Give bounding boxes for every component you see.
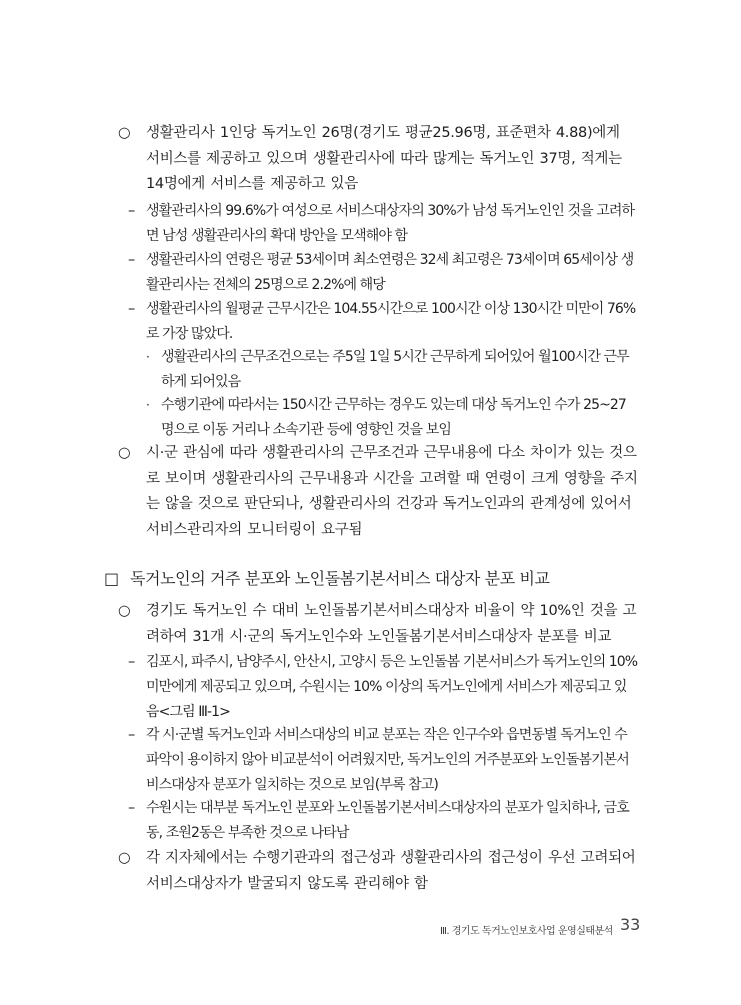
- paragraph-text: 수행기관에 따라서는 150시간 근무하는 경우도 있는데 대상 독거노인 수가 25~27명으로 이동 거리나 소속기관 등에 영향인 것을 보임: [161, 397, 626, 438]
- circle-bullet-icon: ○: [118, 603, 131, 619]
- dot-bullet-icon: ·: [146, 398, 150, 412]
- dot-bullet-icon: ·: [146, 350, 150, 364]
- dash-bullet-icon: –: [128, 727, 136, 743]
- dash-bullet-icon: –: [128, 301, 136, 317]
- paragraph-text: 생활관리사의 99.6%가 여성으로 서비스대상자의 30%가 남성 독거노인인 것을 고려하면 남성 생활관리사의 확대 방안을 모색해야 함: [146, 203, 635, 244]
- paragraph-text: 생활관리사 1인당 독거노인 26명(경기도 평균25.96명, 표준편차 4.88)에게 서비스를 제공하고 있으며 생활관리사에 따라 많게는 독거노인 37명, 적게는 14명에게 서비스를 제공하고 있음: [146, 125, 622, 192]
- footer-chapter-title: Ⅲ. 경기도 독거노인보호사업 운영실태분석: [440, 926, 613, 937]
- circle-bullet-icon: ○: [118, 850, 131, 866]
- dash-bullet-icon: –: [128, 252, 136, 268]
- dash-bullet-icon: –: [128, 654, 136, 670]
- paragraph-text: 김포시, 파주시, 남양주시, 안산시, 고양시 등은 노인돌봄 기본서비스가 독거노인의 10% 미만에게 제공되고 있으며, 수원시는 10% 이상의 독거노인에게 서비스가 제공되고 있음<그림 Ⅲ-1>: [146, 654, 638, 720]
- paragraph-text: 경기도 독거노인 수 대비 노인돌봄기본서비스대상자 비율이 약 10%인 것을 고려하여 31개 시·군의 독거노인수와 노인돌봄기본서비스대상자 분포를 비교: [146, 603, 637, 645]
- page-number: 33: [620, 915, 641, 934]
- circle-bullet-icon: ○: [118, 445, 131, 461]
- paragraph-text: 수원시는 대부분 독거노인 분포와 노인돌봄기본서비스대상자의 분포가 일치하나, 금호동, 조원2동은 부족한 것으로 나타남: [146, 800, 629, 841]
- paragraph-text: 시·군 관심에 따라 생활관리사의 근무조건과 근무내용에 다소 차이가 있는 것으로 보이며 생활관리사의 근무내용과 시간을 고려할 때 연령이 크게 영향을 주지는 않을 것으로 판단되나, 생활관리사의 건강과 독거노인과의 관계성에 있어서 서비스관리자의 모니터링이 요구됨: [146, 445, 638, 538]
- paragraph-text: 생활관리사의 연령은 평균 53세이며 최소연령은 32세 최고령은 73세이며 65세이상 생활관리사는 전체의 25명으로 2.2%에 해당: [146, 252, 634, 293]
- dash-bullet-icon: –: [128, 800, 136, 816]
- paragraph-text: 각 시·군별 독거노인과 서비스대상의 비교 분포는 작은 인구수와 읍면동별 독거노인 수 파악이 용이하지 않아 비교분석이 어려웠지만, 독거노인의 거주분포와 노인돌봄기본서비스대상자 분포가 일치하는 것으로 보임(부록 참고): [146, 727, 629, 793]
- section-heading-text: 독거노인의 거주 분포와 노인돌봄기본서비스 대상자 분포 비교: [130, 569, 550, 588]
- paragraph-text: 생활관리사의 월평균 근무시간은 104.55시간으로 100시간 이상 130시간 미만이 76%로 가장 많았다.: [146, 301, 636, 342]
- dash-bullet-icon: –: [128, 203, 136, 219]
- circle-bullet-icon: ○: [118, 125, 131, 141]
- paragraph-text: 각 지자체에서는 수행기관과의 접근성과 생활관리사의 접근성이 우선 고려되어 서비스대상자가 발굴되지 않도록 관리해야 함: [146, 850, 636, 892]
- paragraph-text: 생활관리사의 근무조건으로는 주5일 1일 5시간 근무하게 되어있어 월100시간 근무하게 되어있음: [161, 349, 629, 390]
- square-bullet-icon: □: [104, 569, 120, 588]
